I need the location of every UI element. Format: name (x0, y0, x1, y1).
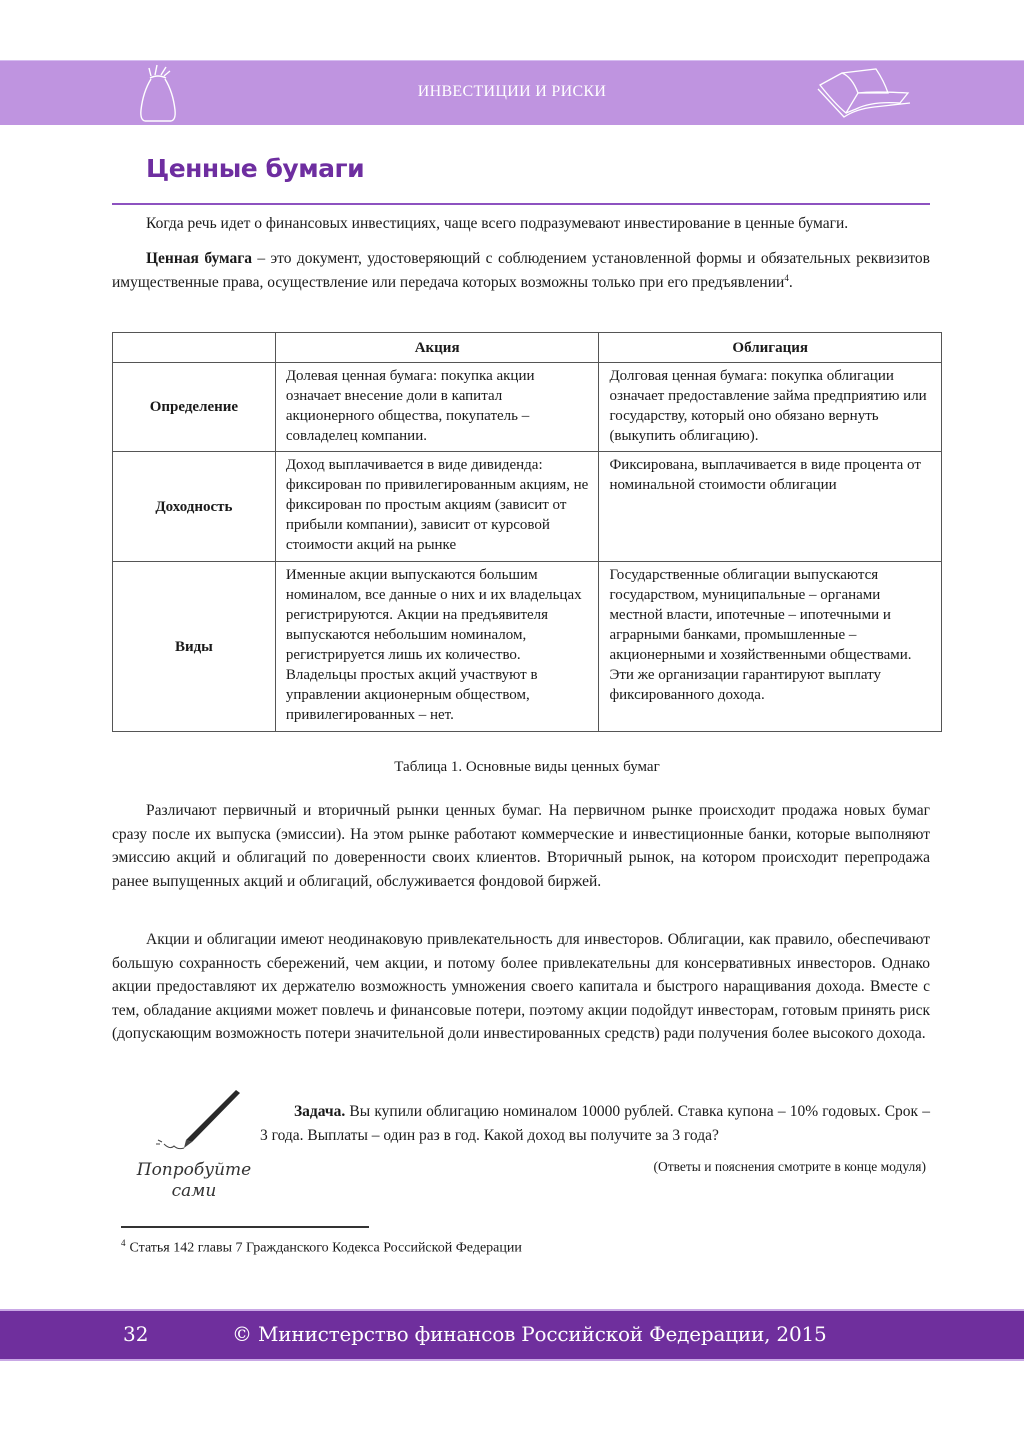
footnote-text: Статья 142 главы 7 Гражданского Кодекса Российской Федерации (129, 1240, 522, 1256)
page-number: 32 (123, 1322, 149, 1346)
definition-paragraph (112, 247, 930, 294)
intro-text-1: Когда речь идет о финансовых инвестициях, чаще всего подразумевают инвестирование в ценные бумаги. (146, 215, 849, 232)
footnote (121, 1238, 522, 1257)
table-caption: Таблица 1. Основные виды ценных бумаг (394, 759, 660, 775)
cell-stock-definition: Долевая ценная бумага: покупка акции означает внесение доли в капитал акционерного общества, покупатель – совладелец компании. (275, 363, 599, 452)
intro-paragraph-1 (112, 212, 930, 236)
footnote-number: 4 (121, 1238, 126, 1248)
term-security: Ценная бумага (146, 250, 253, 267)
try-yourself-label (124, 1160, 264, 1202)
footnote-divider (121, 1226, 369, 1228)
task-paragraph (260, 1100, 930, 1147)
definition-text: – это документ, удостоверяющий с соблюдением установленной формы и обязательных реквизитов имущественные права, осуществление или передача которых возможны только при его предъявлении (112, 250, 930, 291)
securities-table (112, 332, 942, 732)
task-label: Задача. (294, 1103, 346, 1120)
footnote-ref[interactable]: 4 (784, 272, 789, 283)
table-header-stock: Акция (275, 333, 599, 363)
table-row (113, 363, 942, 452)
table-header-bond: Облигация (599, 333, 942, 363)
section-title: ИНВЕСТИЦИИ И РИСКИ (417, 83, 607, 100)
cell-stock-yield: Доход выплачивается в виде дивиденда: фиксирован по привилегированным акциям, не фиксирован по простым акциям (зависит от прибыли компании), зависит от курсовой стоимости акций на рынке (275, 452, 599, 562)
task-text: Вы купили облигацию номиналом 10000 рублей. Ставка купона – 10% годовых. Срок – 3 года. Выплаты – один раз в год. Какой доход вы получите за 3 года? (260, 1103, 930, 1144)
cell-bond-yield: Фиксирована, выплачивается в виде процента от номинальной стоимости облигации (599, 452, 942, 562)
table-row (113, 452, 942, 562)
try-label-line-2: сами (171, 1181, 217, 1201)
cell-bond-definition: Долговая ценная бумага: покупка облигации означает предоставление займа предприятию или государству, который оно обязано вернуть (выкупить облигацию). (599, 363, 942, 452)
table-row (113, 562, 942, 732)
answers-note: (Ответы и пояснения смотрите в конце модуля) (653, 1159, 926, 1174)
page-title: Ценные бумаги (146, 154, 365, 183)
table-header-empty (113, 333, 276, 363)
row-label-yield: Доходность (113, 452, 276, 562)
open-book-icon (812, 63, 920, 121)
attractiveness-paragraph (112, 928, 930, 1046)
fountain-pen-icon (148, 1088, 244, 1156)
row-label-types: Виды (113, 562, 276, 732)
copyright-notice: © Министерство финансов Российской Федерации, 2015 (232, 1322, 827, 1346)
title-divider (112, 203, 930, 205)
cell-bond-types: Государственные облигации выпускаются государством, муниципальные – органами местной власти, ипотечные – ипотечными и аграрными банками, промышленные – акционерными и хозяйственными обществами. Эти же организации гарантируют выплату фиксированного дохода. (599, 562, 942, 732)
try-label-line-1: Попробуйте (136, 1160, 252, 1180)
row-label-definition: Определение (113, 363, 276, 452)
markets-text: Различают первичный и вторичный рынки ценных бумаг. На первичном рынке происходит продажа новых бумаг сразу после их выпуска (эмиссии). На этом рынке работают коммерческие и инвестиционные банки, которые выполняют эмиссию акций и облигаций по доверенности своих клиентов. Вторичный рынок, на котором происходит перепродажа ранее выпущенных акций и облигаций, обслуживается фондовой биржей. (112, 802, 930, 890)
table-header-row (113, 333, 942, 363)
cell-stock-types: Именные акции выпускаются большим номиналом, все данные о них и их владельцах регистрируются. Акции на предъявителя выпускаются небольшим номиналом, регистрируется лишь их количество. Владельцы простых акций участвуют в управлении акционерным обществом, привилегированных – нет. (275, 562, 599, 732)
markets-paragraph (112, 799, 930, 893)
attractiveness-text: Акции и облигации имеют неодинаковую привлекательность для инвесторов. Облигации, как правило, обеспечивают большую сохранность сбережений, чем акции, и потому более привлекательны для консервативных инвесторов. Однако акции предоставляют их держателю возможность умножения своего капитала и быстрого наращивания дохода. Вместе с тем, обладание акциями может повлечь и финансовые потери, поэтому акции подойдут инвесторам, готовым принять риск (допускающим возможность потери значительной доли инвестированных средств) ради получения более высокого дохода. (112, 931, 930, 1042)
definition-end: . (788, 273, 793, 291)
